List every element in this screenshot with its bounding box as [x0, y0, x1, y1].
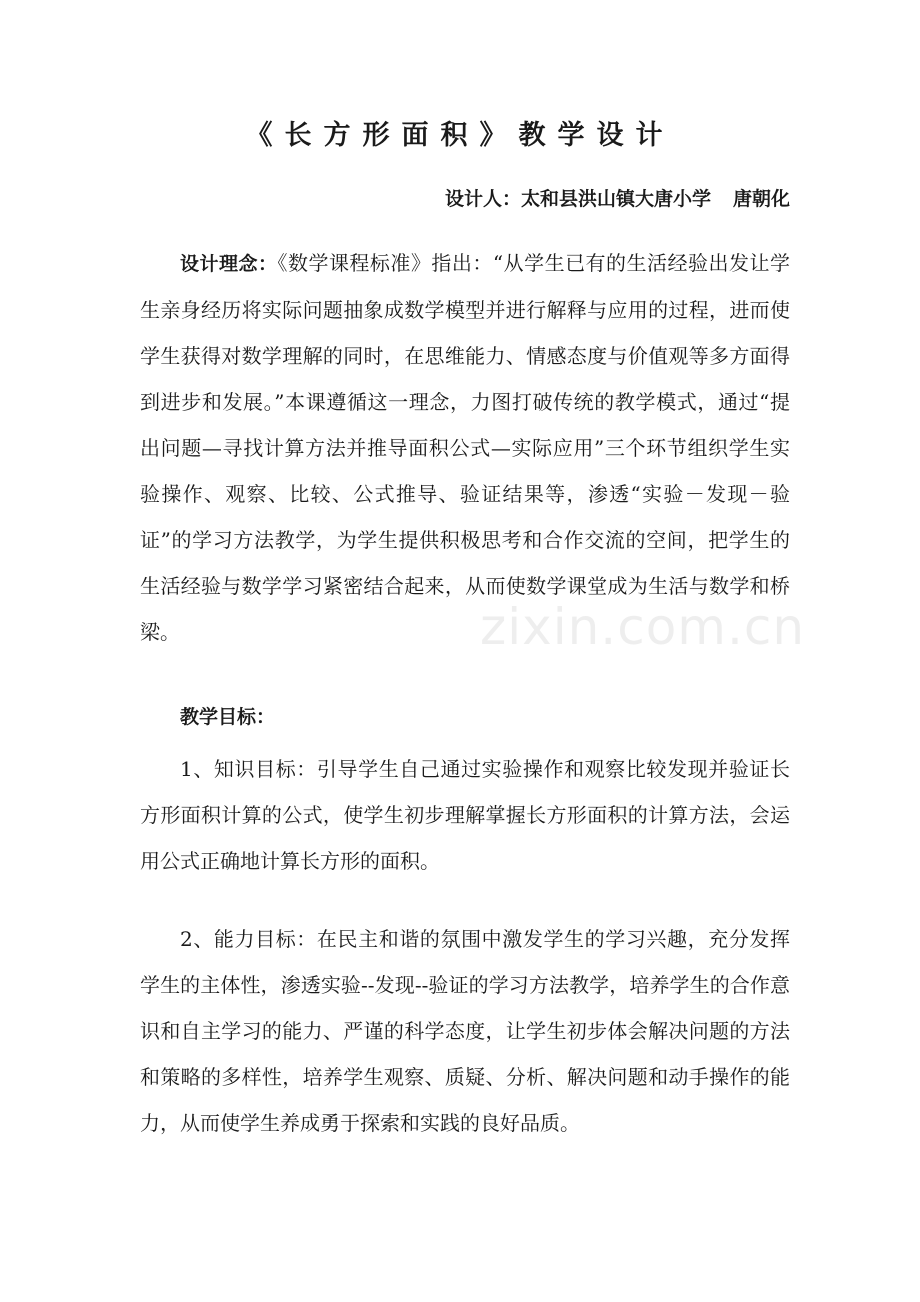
author-line — [0, 181, 790, 217]
teaching-goals-label: 教学目标： — [180, 706, 276, 728]
author-name: 唐朝化 — [732, 188, 790, 210]
design-concept-label: 设计理念： — [180, 253, 278, 275]
watermark: zixin.com.cn — [480, 598, 806, 656]
design-concept-paragraph — [140, 240, 790, 655]
document-title: 《长方形面积》教学设计 — [245, 120, 675, 151]
author-label: 设计人： — [444, 188, 521, 210]
knowledge-goal-text: 引导学生自己通过实验操作和观察比较发现并验证长方形面积计算的公式，使学生初步理解掌握长方形面积的计算方法，会运用公式正确地计算长方形的面积。 — [140, 757, 791, 873]
ability-goal-label: 2、能力目标： — [180, 927, 317, 951]
design-concept-text: 《数学课程标准》指出：“从学生已有的生活经验出发让学生亲身经历将实际问题抽象成数学模型并进行解释与应用的过程，进而使学生获得对数学理解的同时，在思维能力、情感态度与价值观等多方面得到进步和发展。”本课遵循这一理念，力图打破传统的教学模式，通过“提出问题—寻找计算方法并推导面积公式—实际应用”三个环节组织学生实验操作、观察、比较、公式推导、验证结果等，渗透“实验－发现－验证”的学习方法教学，为学生提供积极思考和合作交流的空间，把学生的生活经验与数学学习紧密结合起来，从而使数学课堂成为生活与数学和桥梁。 — [140, 251, 790, 644]
ability-goal-paragraph — [140, 916, 790, 1146]
teaching-goals-heading — [140, 693, 790, 740]
knowledge-goal-label: 1、知识目标： — [180, 757, 317, 781]
author-school: 太和县洪山镇大唐小学 — [520, 188, 711, 210]
knowledge-goal-paragraph — [140, 746, 790, 884]
ability-goal-text: 在民主和谐的氛围中激发学生的学习兴趣，充分发挥学生的主体性，渗透实验--发现--验证的学习方法教学，培养学生的合作意识和自主学习的能力、严谨的科学态度，让学生初步体会解决问题的方法和策略的多样性，培养学生观察、质疑、分析、解决问题和动手操作的能力，从而使学生养成勇于探索和实践的良好品质。 — [140, 927, 791, 1135]
